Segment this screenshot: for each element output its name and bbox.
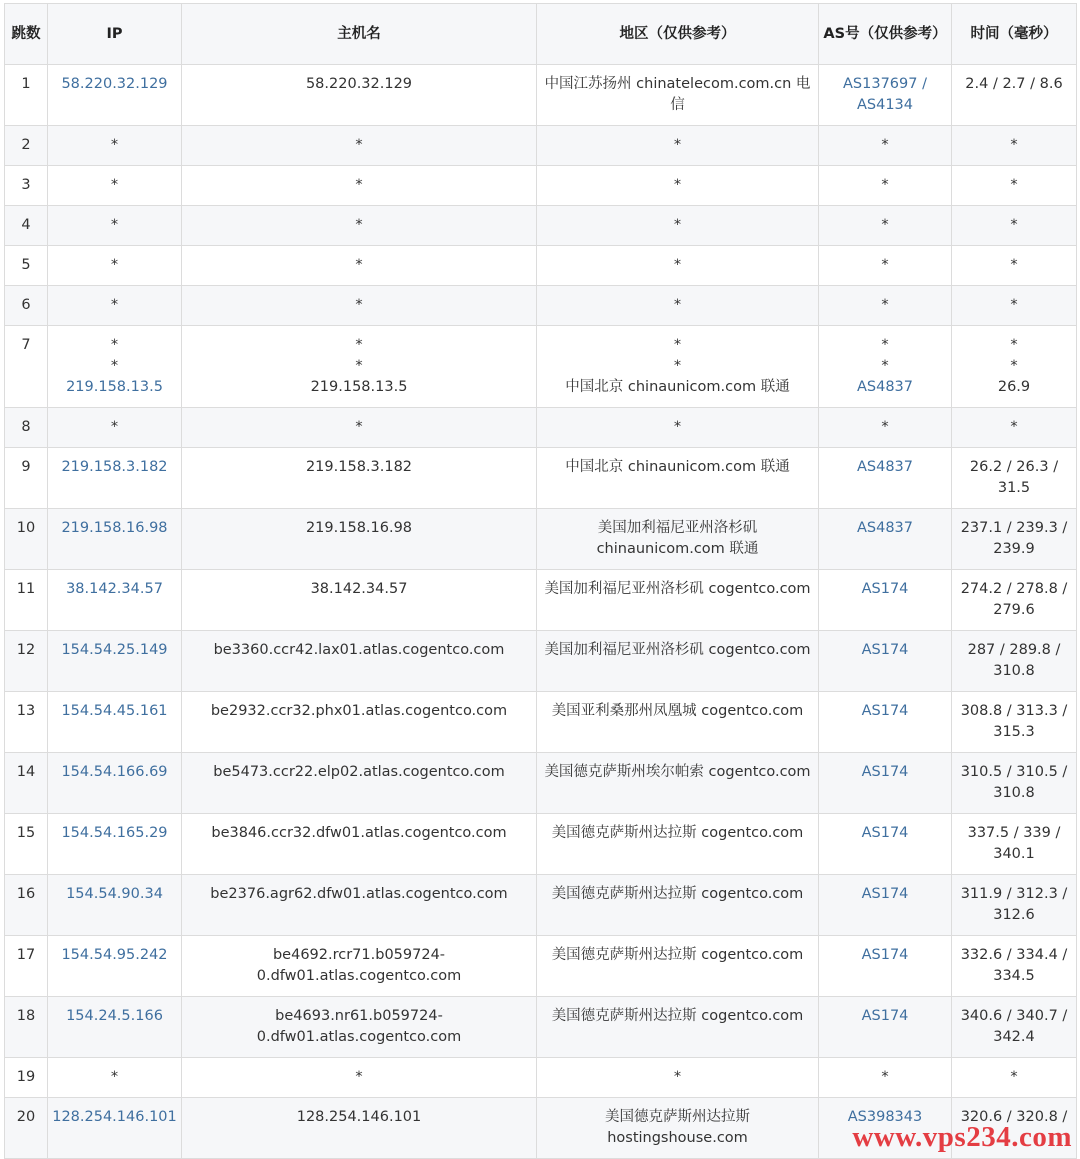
cell-region: * xyxy=(537,126,819,166)
time-line: * xyxy=(1010,337,1018,353)
traceroute-table xyxy=(4,3,1077,1159)
table-row xyxy=(5,997,1077,1058)
cell-hostname: 219.158.3.182 xyxy=(182,448,537,509)
cell-hostname: be4693.nr61.b059724-0.dfw01.atlas.cogentco.com xyxy=(182,997,537,1058)
cell-asn-link[interactable]: AS174 xyxy=(819,936,952,997)
cell-hostname: 58.220.32.129 xyxy=(182,65,537,126)
hostname-line: * xyxy=(355,337,363,353)
table-row xyxy=(5,408,1077,448)
cell-asn: * xyxy=(819,286,952,326)
cell-region: 美国德克萨斯州达拉斯 cogentco.com xyxy=(537,875,819,936)
cell-asn-link[interactable]: AS174 xyxy=(819,814,952,875)
watermark-text: www.vps234.com xyxy=(852,1121,1072,1153)
asn-line: * xyxy=(881,337,889,353)
cell-asn-link[interactable]: AS174 xyxy=(819,570,952,631)
cell-region: 美国加利福尼亚州洛杉矶 cogentco.com xyxy=(537,631,819,692)
cell-region: * xyxy=(537,206,819,246)
cell-time: * xyxy=(952,286,1077,326)
cell-ip: * xyxy=(48,286,182,326)
cell-hostname: be3360.ccr42.lax01.atlas.cogentco.com xyxy=(182,631,537,692)
cell-ip-link[interactable]: 154.54.25.149 xyxy=(48,631,182,692)
cell-time: * xyxy=(952,408,1077,448)
cell-region: 美国德克萨斯州达拉斯 cogentco.com xyxy=(537,814,819,875)
table-header xyxy=(5,4,1077,65)
cell-region: * xyxy=(537,166,819,206)
cell-hop: 6 xyxy=(5,286,48,326)
table-row xyxy=(5,246,1077,286)
cell-ip-link[interactable]: 154.24.5.166 xyxy=(48,997,182,1058)
cell-region: 美国德克萨斯州达拉斯 cogentco.com xyxy=(537,997,819,1058)
cell-region xyxy=(537,326,819,408)
cell-asn: * xyxy=(819,246,952,286)
cell-asn-link[interactable]: AS398343 xyxy=(819,1098,952,1159)
header-hop: 跳数 xyxy=(5,4,48,65)
table-row xyxy=(5,875,1077,936)
cell-hop: 10 xyxy=(5,509,48,570)
table-row xyxy=(5,286,1077,326)
table-row xyxy=(5,65,1077,126)
cell-asn-link[interactable]: AS4837 xyxy=(819,448,952,509)
cell-ip: * xyxy=(48,1058,182,1098)
cell-region: 美国德克萨斯州达拉斯 hostingshouse.com xyxy=(537,1098,819,1159)
cell-time: 308.8 / 313.3 / 315.3 xyxy=(952,692,1077,753)
cell-ip-link[interactable]: 38.142.34.57 xyxy=(48,570,182,631)
cell-region: * xyxy=(537,408,819,448)
cell-ip: * xyxy=(48,206,182,246)
cell-hostname: 219.158.16.98 xyxy=(182,509,537,570)
cell-hop: 20 xyxy=(5,1098,48,1159)
cell-time: * xyxy=(952,246,1077,286)
cell-hop: 9 xyxy=(5,448,48,509)
table-row xyxy=(5,166,1077,206)
hostname-line: 219.158.13.5 xyxy=(310,379,408,395)
ip-line: * xyxy=(110,358,119,374)
cell-region: 美国亚利桑那州凤凰城 cogentco.com xyxy=(537,692,819,753)
cell-asn: * xyxy=(819,126,952,166)
cell-ip-link[interactable]: 219.158.16.98 xyxy=(48,509,182,570)
cell-time: * xyxy=(952,206,1077,246)
table-row xyxy=(5,692,1077,753)
cell-ip-link[interactable]: 58.220.32.129 xyxy=(48,65,182,126)
table-row xyxy=(5,631,1077,692)
cell-hostname: * xyxy=(182,408,537,448)
table-row xyxy=(5,126,1077,166)
cell-asn xyxy=(819,326,952,408)
table-row xyxy=(5,448,1077,509)
header-asn: AS号（仅供参考） xyxy=(819,4,952,65)
cell-time: 26.2 / 26.3 / 31.5 xyxy=(952,448,1077,509)
cell-hop: 13 xyxy=(5,692,48,753)
cell-time: 340.6 / 340.7 / 342.4 xyxy=(952,997,1077,1058)
cell-region: * xyxy=(537,286,819,326)
table-row xyxy=(5,753,1077,814)
asn-line: * xyxy=(881,358,889,374)
cell-hostname: * xyxy=(182,246,537,286)
table-row xyxy=(5,326,1077,408)
cell-time: 337.5 / 339 / 340.1 xyxy=(952,814,1077,875)
cell-time: 237.1 / 239.3 / 239.9 xyxy=(952,509,1077,570)
cell-region: 美国加利福尼亚州洛杉矶 chinaunicom.com 联通 xyxy=(537,509,819,570)
cell-ip-link[interactable]: 128.254.146.101 xyxy=(48,1098,182,1159)
cell-ip-link[interactable]: 219.158.3.182 xyxy=(48,448,182,509)
cell-time: 310.5 / 310.5 / 310.8 xyxy=(952,753,1077,814)
cell-hop: 17 xyxy=(5,936,48,997)
cell-ip xyxy=(48,326,182,408)
cell-asn: * xyxy=(819,408,952,448)
cell-hostname: be4692.rcr71.b059724-0.dfw01.atlas.cogentco.com xyxy=(182,936,537,997)
cell-asn-link[interactable]: AS174 xyxy=(819,631,952,692)
header-ip: IP xyxy=(48,4,182,65)
header-time: 时间（毫秒） xyxy=(952,4,1077,65)
cell-asn: * xyxy=(819,1058,952,1098)
header-hostname: 主机名 xyxy=(182,4,537,65)
cell-hostname: be2376.agr62.dfw01.atlas.cogentco.com xyxy=(182,875,537,936)
cell-hop: 8 xyxy=(5,408,48,448)
cell-region: 中国江苏扬州 chinatelecom.com.cn 电信 xyxy=(537,65,819,126)
cell-hop: 15 xyxy=(5,814,48,875)
cell-region: * xyxy=(537,1058,819,1098)
time-line: * xyxy=(1010,358,1018,374)
site-watermark xyxy=(852,1121,1072,1154)
header-row xyxy=(5,4,1077,65)
cell-asn-link[interactable]: AS174 xyxy=(819,692,952,753)
region-line: 中国北京 chinaunicom.com 联通 xyxy=(565,379,790,395)
cell-hostname: * xyxy=(182,206,537,246)
cell-asn-link[interactable]: AS4837 xyxy=(819,509,952,570)
cell-region: 美国德克萨斯州达拉斯 cogentco.com xyxy=(537,936,819,997)
cell-region: * xyxy=(537,246,819,286)
cell-hostname: be5473.ccr22.elp02.atlas.cogentco.com xyxy=(182,753,537,814)
cell-ip-link[interactable]: 154.54.95.242 xyxy=(48,936,182,997)
cell-time: 320.6 / 320.8 / xyxy=(952,1098,1077,1159)
hostname-line: * xyxy=(355,358,363,374)
table-body xyxy=(5,65,1077,1159)
cell-time xyxy=(952,326,1077,408)
cell-ip: * xyxy=(48,246,182,286)
cell-asn-link[interactable]: AS174 xyxy=(819,997,952,1058)
time-line: 26.9 xyxy=(997,379,1031,395)
cell-hop: 11 xyxy=(5,570,48,631)
cell-hop: 16 xyxy=(5,875,48,936)
table-row xyxy=(5,509,1077,570)
table-row xyxy=(5,1058,1077,1098)
cell-hop: 7 xyxy=(5,326,48,408)
cell-hop: 5 xyxy=(5,246,48,286)
ip-link[interactable]: 219.158.13.5 xyxy=(66,379,163,395)
table-row xyxy=(5,570,1077,631)
cell-hostname xyxy=(182,326,537,408)
cell-ip: * xyxy=(48,408,182,448)
table-row xyxy=(5,814,1077,875)
cell-time: 287 / 289.8 / 310.8 xyxy=(952,631,1077,692)
table-row xyxy=(5,206,1077,246)
cell-hop: 4 xyxy=(5,206,48,246)
cell-ip: * xyxy=(48,166,182,206)
cell-hop: 18 xyxy=(5,997,48,1058)
cell-hop: 19 xyxy=(5,1058,48,1098)
cell-asn: * xyxy=(819,166,952,206)
cell-hostname: 38.142.34.57 xyxy=(182,570,537,631)
cell-region: 美国德克萨斯州埃尔帕索 cogentco.com xyxy=(537,753,819,814)
region-line: * xyxy=(673,337,682,353)
cell-hostname: 128.254.146.101 xyxy=(182,1098,537,1159)
cell-ip-link[interactable]: 154.54.166.69 xyxy=(48,753,182,814)
cell-time: 2.4 / 2.7 / 8.6 xyxy=(952,65,1077,126)
cell-ip-link[interactable]: 154.54.165.29 xyxy=(48,814,182,875)
cell-ip: * xyxy=(48,126,182,166)
cell-asn-link[interactable]: AS174 xyxy=(819,875,952,936)
cell-hop: 2 xyxy=(5,126,48,166)
cell-region: 中国北京 chinaunicom.com 联通 xyxy=(537,448,819,509)
cell-asn-link[interactable]: AS137697 / AS4134 xyxy=(819,65,952,126)
table-row xyxy=(5,936,1077,997)
cell-hop: 12 xyxy=(5,631,48,692)
cell-time: * xyxy=(952,166,1077,206)
cell-ip-link[interactable]: 154.54.45.161 xyxy=(48,692,182,753)
cell-time: * xyxy=(952,126,1077,166)
ip-line: * xyxy=(110,337,119,353)
region-line: * xyxy=(673,358,682,374)
cell-hostname: be2932.ccr32.phx01.atlas.cogentco.com xyxy=(182,692,537,753)
cell-hostname: * xyxy=(182,1058,537,1098)
cell-hostname: be3846.ccr32.dfw01.atlas.cogentco.com xyxy=(182,814,537,875)
cell-hop: 1 xyxy=(5,65,48,126)
cell-ip-link[interactable]: 154.54.90.34 xyxy=(48,875,182,936)
cell-hop: 14 xyxy=(5,753,48,814)
cell-hostname: * xyxy=(182,166,537,206)
cell-region: 美国加利福尼亚州洛杉矶 cogentco.com xyxy=(537,570,819,631)
cell-hostname: * xyxy=(182,126,537,166)
cell-hop: 3 xyxy=(5,166,48,206)
cell-time: 311.9 / 312.3 / 312.6 xyxy=(952,875,1077,936)
cell-time: 274.2 / 278.8 / 279.6 xyxy=(952,570,1077,631)
cell-time: 332.6 / 334.4 / 334.5 xyxy=(952,936,1077,997)
cell-asn: * xyxy=(819,206,952,246)
cell-asn-link[interactable]: AS174 xyxy=(819,753,952,814)
asn-link[interactable]: AS4837 xyxy=(856,379,914,395)
cell-hostname: * xyxy=(182,286,537,326)
header-region: 地区（仅供参考） xyxy=(537,4,819,65)
cell-time: * xyxy=(952,1058,1077,1098)
